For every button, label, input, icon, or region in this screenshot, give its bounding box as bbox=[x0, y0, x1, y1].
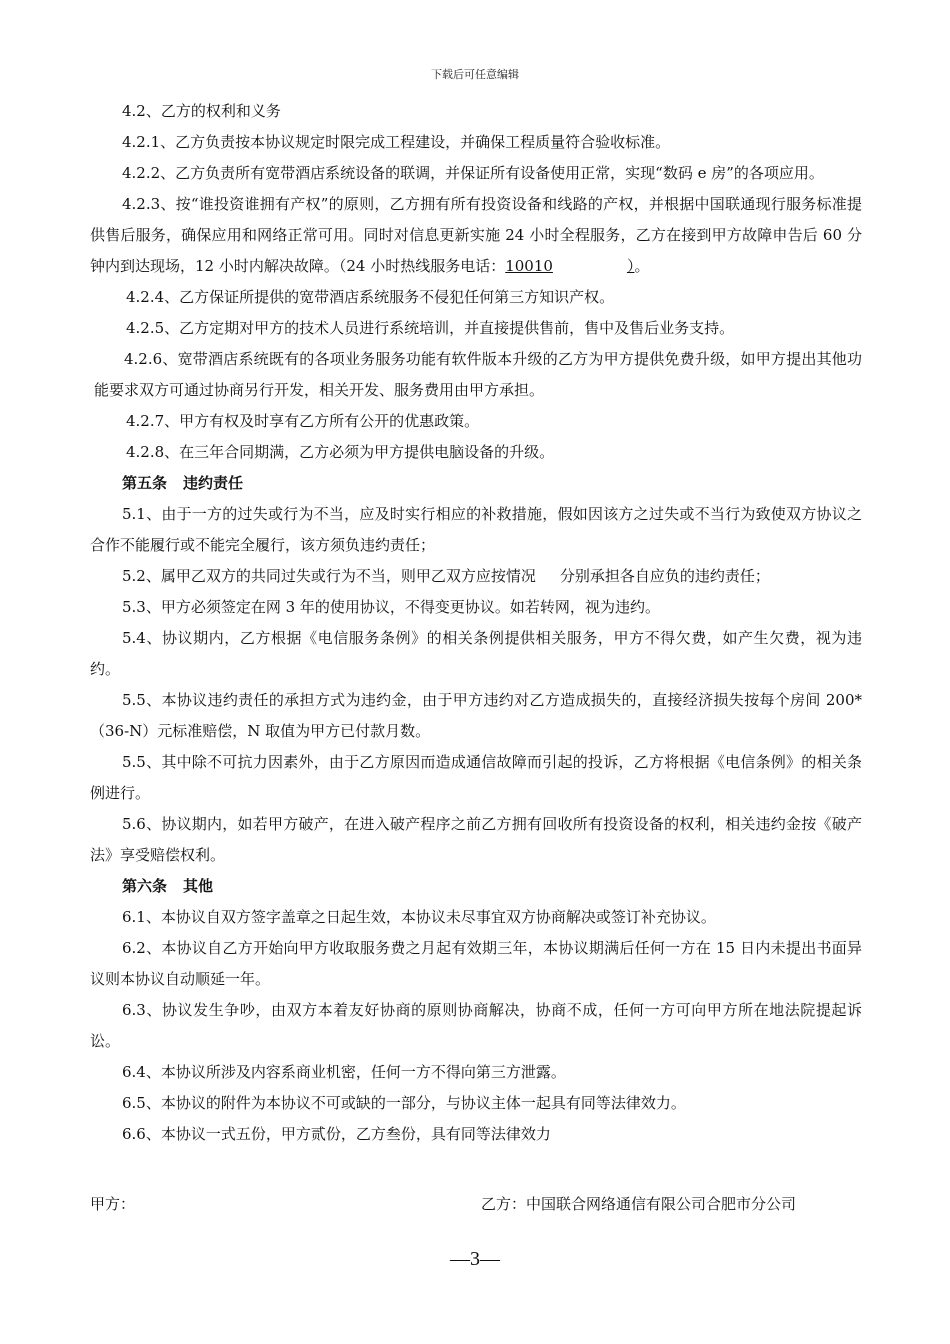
paragraph-4-2-4: 4.2.4、乙方保证所提供的宽带酒店系统服务不侵犯任何第三方知识产权。 bbox=[126, 288, 615, 306]
paragraph-4-2-3-text: 4.2.3、按“谁投资谁拥有产权”的原则，乙方拥有所有投资设备和线路的产权，并根据中国联通现行服务标准提供售后服务，确保应用和网络正常可用。同时对信息更新实施 24 小时全程服务，乙方在接到甲方故障申告后 60 分钟内到达现场，12 小时内解决故障。（24 小时热线服务电话： bbox=[90, 195, 862, 275]
paragraph-5-3: 5.3、甲方必须签定在网 3 年的使用协议，不得变更协议。如若转网，视为违约。 bbox=[122, 598, 660, 616]
signature-line bbox=[90, 1189, 862, 1219]
paragraph-6-5: 6.5、本协议的附件为本协议不可或缺的一部分，与协议主体一起具有同等法律效力。 bbox=[122, 1094, 686, 1112]
paragraph-6-4: 6.4、本协议所涉及内容系商业机密，任何一方不得向第三方泄露。 bbox=[122, 1063, 566, 1081]
paragraph-6-2: 6.2、本协议自乙方开始向甲方收取服务费之月起有效期三年，本协议期满后任何一方在 15 日内未提出书面异议则本协议自动顺延一年。 bbox=[90, 939, 862, 988]
paragraph-5-5-b: 5.5、其中除不可抗力因素外，由于乙方原因而造成通信故障而引起的投诉，乙方将根据《电信条例》的相关条例进行。 bbox=[90, 753, 862, 802]
paragraph-4-2: 4.2、乙方的权利和义务 bbox=[122, 102, 281, 120]
paragraph-4-2-5: 4.2.5、乙方定期对甲方的技术人员进行系统培训，并直接提供售前，售中及售后业务支持。 bbox=[126, 319, 735, 337]
paragraph-5-5: 5.5、本协议违约责任的承担方式为违约金，由于甲方违约对乙方造成损失的，直接经济损失按每个房间 200*（36-N）元标准赔偿，N 取值为甲方已付款月数。 bbox=[90, 691, 862, 740]
document-body bbox=[90, 96, 862, 1150]
party-b-label: 乙方：中国联合网络通信有限公司合肥市分公司 bbox=[481, 1195, 797, 1213]
paragraph-6-3: 6.3、协议发生争吵，由双方本着友好协商的原则协商解决，协商不成，任何一方可向甲方所在地法院提起诉讼。 bbox=[90, 1001, 862, 1050]
section-heading-6: 第六条 其他 bbox=[122, 877, 214, 895]
paragraph-5-2: 5.2、属甲乙双方的共同过失或行为不当，则甲乙双方应按情况 分别承担各自应负的违约责任； bbox=[122, 567, 770, 585]
paragraph-6-6: 6.6、本协议一式五份，甲方贰份，乙方叁份，具有同等法律效力 bbox=[122, 1125, 551, 1143]
hotline-number: 10010 ） bbox=[505, 257, 635, 275]
page-number: —3— bbox=[450, 1248, 500, 1270]
paragraph-4-2-2: 4.2.2、乙方负责所有宽带酒店系统设备的联调，并保证所有设备使用正常，实现“数码 e 房”的各项应用。 bbox=[122, 164, 824, 182]
paragraph-4-2-7: 4.2.7、甲方有权及时享有乙方所有公开的优惠政策。 bbox=[126, 412, 480, 430]
paragraph-6-1: 6.1、本协议自双方签字盖章之日起生效，本协议未尽事宜双方协商解决或签订补充协议。 bbox=[122, 908, 716, 926]
paragraph-5-4: 5.4、协议期内，乙方根据《电信服务条例》的相关条例提供相关服务，甲方不得欠费，如产生欠费，视为违约。 bbox=[90, 629, 862, 678]
section-heading-5: 第五条 违约责任 bbox=[122, 474, 244, 492]
page-header-note: 下载后可任意编辑 bbox=[431, 68, 519, 81]
paragraph-4-2-8: 4.2.8、在三年合同期满，乙方必须为甲方提供电脑设备的升级。 bbox=[126, 443, 555, 461]
paragraph-4-2-3: 4.2.3、按“谁投资谁拥有产权”的原则，乙方拥有所有投资设备和线路的产权，并根据中国联通现行服务标准提供售后服务，确保应用和网络正常可用。同时对信息更新实施 24 小时全程服务，乙方在接到甲方故障申告后 60 分钟内到达现场，12 小时内解决故障。（24 小时热线服务电话：10010 ）。 bbox=[90, 195, 862, 275]
paragraph-4-2-6: 4.2.6、宽带酒店系统既有的各项业务服务功能有软件版本升级的乙方为甲方提供免费升级，如甲方提出其他功能要求双方可通过协商另行开发，相关开发、服务费用由甲方承担。 bbox=[94, 350, 862, 399]
paragraph-4-2-1: 4.2.1、乙方负责按本协议规定时限完成工程建设，并确保工程质量符合验收标准。 bbox=[122, 133, 671, 151]
paragraph-5-1: 5.1、由于一方的过失或行为不当，应及时实行相应的补救措施，假如因该方之过失或不当行为致使双方协议之合作不能履行或不能完全履行，该方须负违约责任； bbox=[90, 505, 862, 554]
paragraph-5-6: 5.6、协议期内，如若甲方破产，在进入破产程序之前乙方拥有回收所有投资设备的权利，相关违约金按《破产法》享受赔偿权利。 bbox=[90, 815, 862, 864]
party-a-label: 甲方： bbox=[90, 1195, 136, 1213]
